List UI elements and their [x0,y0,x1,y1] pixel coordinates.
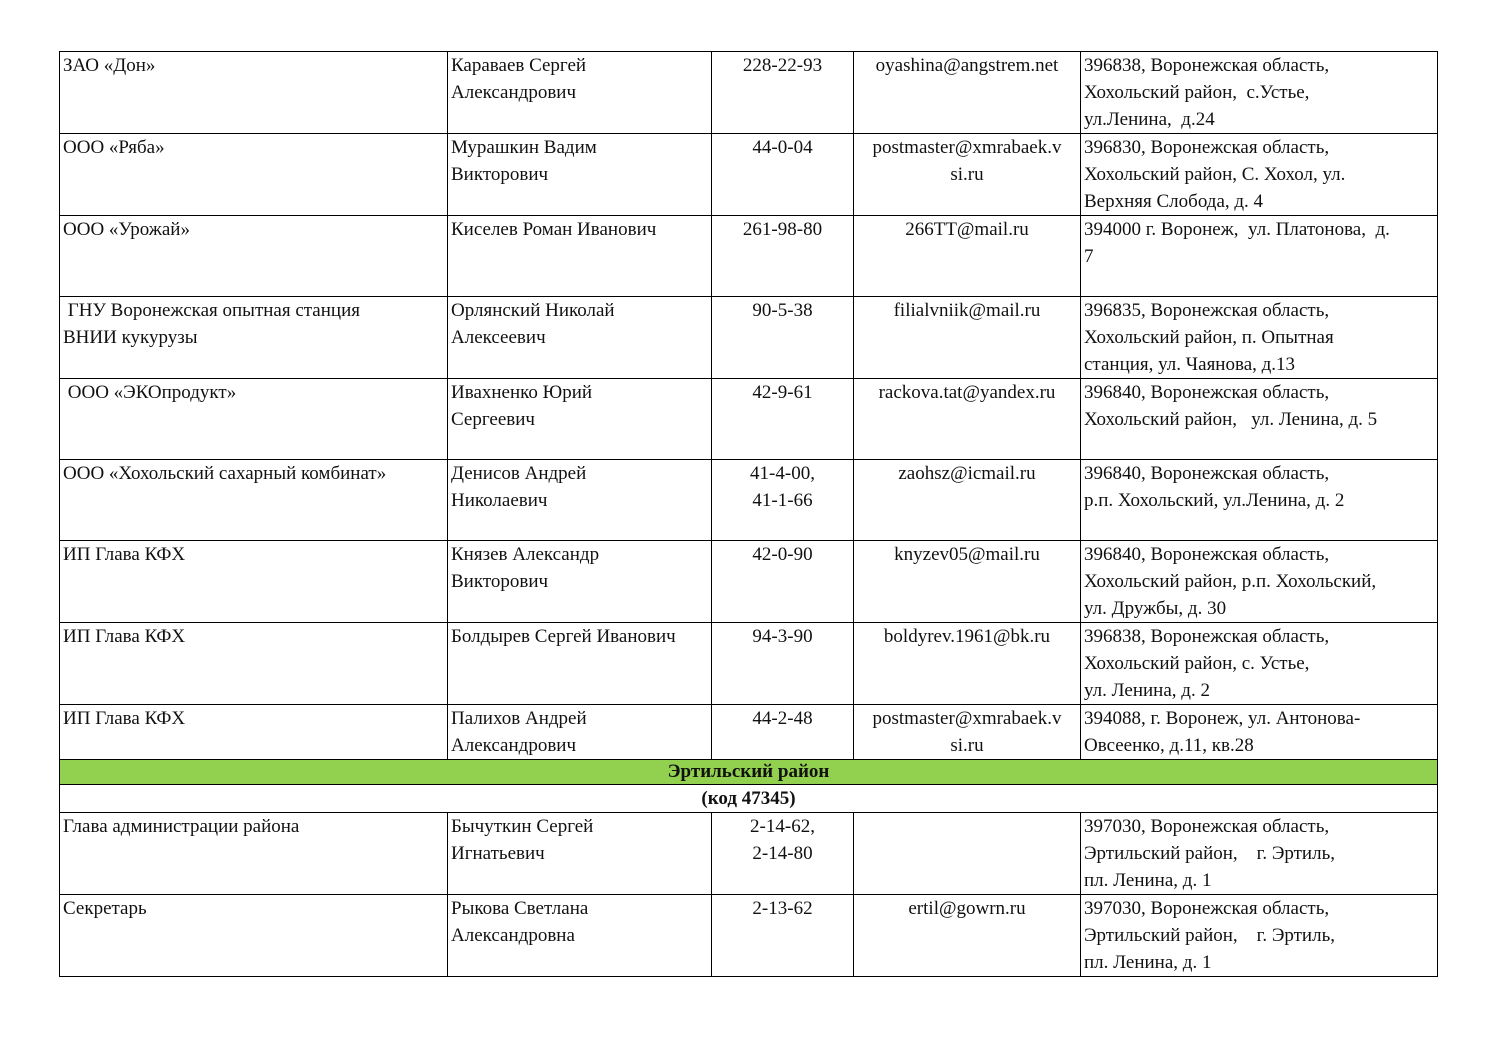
phone-line: 2-14-62, [750,816,815,837]
phone-line: 261-98-80 [742,219,823,240]
contact-person-cell [448,895,712,977]
organization-cell [60,460,448,541]
organization-cell [60,813,448,895]
contact-person-line: Рыкова Светлана [451,898,589,919]
address-line: Хохольский район, С. Хохол, ул. [1084,164,1346,185]
phone-cell [712,705,854,760]
email-cell [854,623,1081,705]
table-row [60,541,1438,623]
organization-line: ООО «Хохольский сахарный комбинат» [63,463,387,484]
phone-line: 44-0-04 [752,137,813,158]
contact-person-line: Викторович [451,164,549,185]
phone-line: 41-4-00, [750,463,815,484]
email-cell [854,460,1081,541]
address-cell [1081,216,1438,297]
address-cell [1081,705,1438,760]
contact-person-cell [448,541,712,623]
contact-person-line: Николаевич [451,490,548,511]
phone-cell [712,623,854,705]
email-line: rackova.tat@yandex.ru [878,382,1056,403]
contact-person-line: Александрович [451,82,577,103]
address-line: Хохольский район, с. Устье, [1084,653,1310,674]
address-line: Хохольский район, ул. Ленина, д. 5 [1084,409,1378,430]
organization-cell [60,52,448,134]
phone-line: 41-1-66 [752,490,813,511]
table-row [60,895,1438,977]
organization-line: Глава администрации района [63,816,300,837]
email-cell [854,216,1081,297]
address-line: 394000 г. Воронеж, ул. Платонова, д. [1084,219,1390,240]
email-cell [854,813,1081,895]
address-cell [1081,623,1438,705]
phone-line: 228-22-93 [742,55,823,76]
phone-line: 42-9-61 [752,382,813,403]
address-line: Овсеенко, д.11, кв.28 [1084,735,1254,756]
email-cell [854,52,1081,134]
email-line: oyashina@angstrem.net [875,55,1059,76]
email-cell [854,134,1081,216]
email-line: postmaster@xmrabaek.v [872,708,1062,729]
phone-cell [712,134,854,216]
table-row [60,297,1438,379]
address-line: Хохольский район, с.Устье, [1084,82,1310,103]
email-cell [854,895,1081,977]
email-cell [854,705,1081,760]
address-cell [1081,297,1438,379]
contact-person-line: Ивахненко Юрий [451,382,593,403]
contact-person-line: Киселев Роман Иванович [451,219,657,240]
address-line: р.п. Хохольский, ул.Ленина, д. 2 [1084,490,1345,511]
contact-person-cell [448,623,712,705]
contact-person-line: Палихов Андрей [451,708,587,729]
address-line: 397030, Воронежская область, [1084,816,1330,837]
address-line: станция, ул. Чаянова, д.13 [1084,354,1296,375]
contact-person-cell [448,379,712,460]
address-line: 394088, г. Воронеж, ул. Антонова- [1084,708,1361,729]
phone-line: 94-3-90 [752,626,813,647]
district-name: Эртильский район [60,760,1438,785]
phone-line: 44-2-48 [752,708,813,729]
contacts-table [59,51,1438,977]
organization-line: ИП Глава КФХ [63,708,186,729]
organization-line: ООО «Ряба» [63,137,165,158]
address-line: ул.Ленина, д.24 [1084,109,1215,130]
address-line: 396835, Воронежская область, [1084,300,1330,321]
table-row [60,460,1438,541]
phone-line: 2-13-62 [752,898,813,919]
email-line: filialvniik@mail.ru [893,300,1041,321]
email-line: si.ru [950,164,984,185]
email-line: zaohsz@icmail.ru [898,463,1036,484]
address-line: пл. Ленина, д. 1 [1084,952,1212,973]
address-line: 396830, Воронежская область, [1084,137,1330,158]
contact-person-line: Князев Александр [451,544,600,565]
contact-person-cell [448,52,712,134]
organization-line: ВНИИ кукурузы [63,327,198,348]
organization-line: ГНУ Воронежская опытная станция [63,300,360,321]
phone-cell [712,541,854,623]
phone-cell [712,813,854,895]
contact-person-cell [448,216,712,297]
contact-person-cell [448,813,712,895]
table-row [60,623,1438,705]
table-row [60,813,1438,895]
organization-cell [60,541,448,623]
contact-person-line: Караваев Сергей [451,55,587,76]
contact-person-line: Бычуткин Сергей [451,816,594,837]
organization-cell [60,216,448,297]
contact-person-cell [448,705,712,760]
address-line: 396840, Воронежская область, [1084,463,1330,484]
contact-person-cell [448,297,712,379]
contact-person-line: Орлянский Николай [451,300,615,321]
email-line: postmaster@xmrabaek.v [872,137,1062,158]
address-cell [1081,541,1438,623]
address-line: ул. Дружбы, д. 30 [1084,598,1227,619]
table-row [60,134,1438,216]
phone-cell [712,216,854,297]
contact-person-line: Игнатьевич [451,843,545,864]
phone-cell [712,460,854,541]
district-header-row [60,760,1438,785]
organization-line: Секретарь [63,898,147,919]
phone-cell [712,379,854,460]
district-code: (код 47345) [60,785,1438,813]
phone-cell [712,895,854,977]
organization-cell [60,705,448,760]
phone-line: 2-14-80 [752,843,813,864]
address-cell [1081,813,1438,895]
address-line: 396840, Воронежская область, [1084,544,1330,565]
organization-line: ИП Глава КФХ [63,544,186,565]
contact-person-line: Александровна [451,925,575,946]
email-cell [854,297,1081,379]
organization-line: ЗАО «Дон» [63,55,156,76]
email-cell [854,541,1081,623]
contact-person-cell [448,460,712,541]
address-cell [1081,134,1438,216]
table-row [60,216,1438,297]
contact-person-line: Болдырев Сергей Иванович [451,626,676,647]
contact-person-cell [448,134,712,216]
contact-person-line: Сергеевич [451,409,535,430]
contact-person-line: Алексеевич [451,327,546,348]
organization-line: ООО «Урожай» [63,219,190,240]
district-code-row [60,785,1438,813]
contact-person-line: Викторович [451,571,549,592]
address-line: 396840, Воронежская область, [1084,382,1330,403]
email-line: si.ru [950,735,984,756]
email-cell [854,379,1081,460]
address-line: пл. Ленина, д. 1 [1084,870,1212,891]
organization-cell [60,379,448,460]
address-line: Эртильский район, г. Эртиль, [1084,843,1335,864]
contact-person-line: Александрович [451,735,577,756]
address-line: ул. Ленина, д. 2 [1084,680,1210,701]
address-line: 396838, Воронежская область, [1084,55,1330,76]
address-line: Эртильский район, г. Эртиль, [1084,925,1335,946]
email-line: ertil@gowrn.ru [908,898,1026,919]
email-line: knyzev05@mail.ru [894,544,1040,565]
organization-line: ООО «ЭКОпродукт» [63,382,237,403]
address-cell [1081,460,1438,541]
address-line: 7 [1084,246,1094,267]
address-line: Верхняя Слобода, д. 4 [1084,191,1264,212]
organization-cell [60,895,448,977]
phone-cell [712,297,854,379]
table-row [60,379,1438,460]
organization-cell [60,297,448,379]
address-cell [1081,52,1438,134]
phone-line: 90-5-38 [752,300,813,321]
address-cell [1081,379,1438,460]
phone-line: 42-0-90 [752,544,813,565]
address-cell [1081,895,1438,977]
organization-cell [60,623,448,705]
address-line: 396838, Воронежская область, [1084,626,1330,647]
address-line: Хохольский район, р.п. Хохольский, [1084,571,1377,592]
email-line: 266TT@mail.ru [905,219,1029,240]
organization-line: ИП Глава КФХ [63,626,186,647]
table-row [60,52,1438,134]
contact-person-line: Мурашкин Вадим [451,137,597,158]
email-line: boldyrev.1961@bk.ru [883,626,1051,647]
table-row [60,705,1438,760]
organization-cell [60,134,448,216]
phone-cell [712,52,854,134]
address-line: Хохольский район, п. Опытная [1084,327,1334,348]
contact-person-line: Денисов Андрей [451,463,587,484]
address-line: 397030, Воронежская область, [1084,898,1330,919]
